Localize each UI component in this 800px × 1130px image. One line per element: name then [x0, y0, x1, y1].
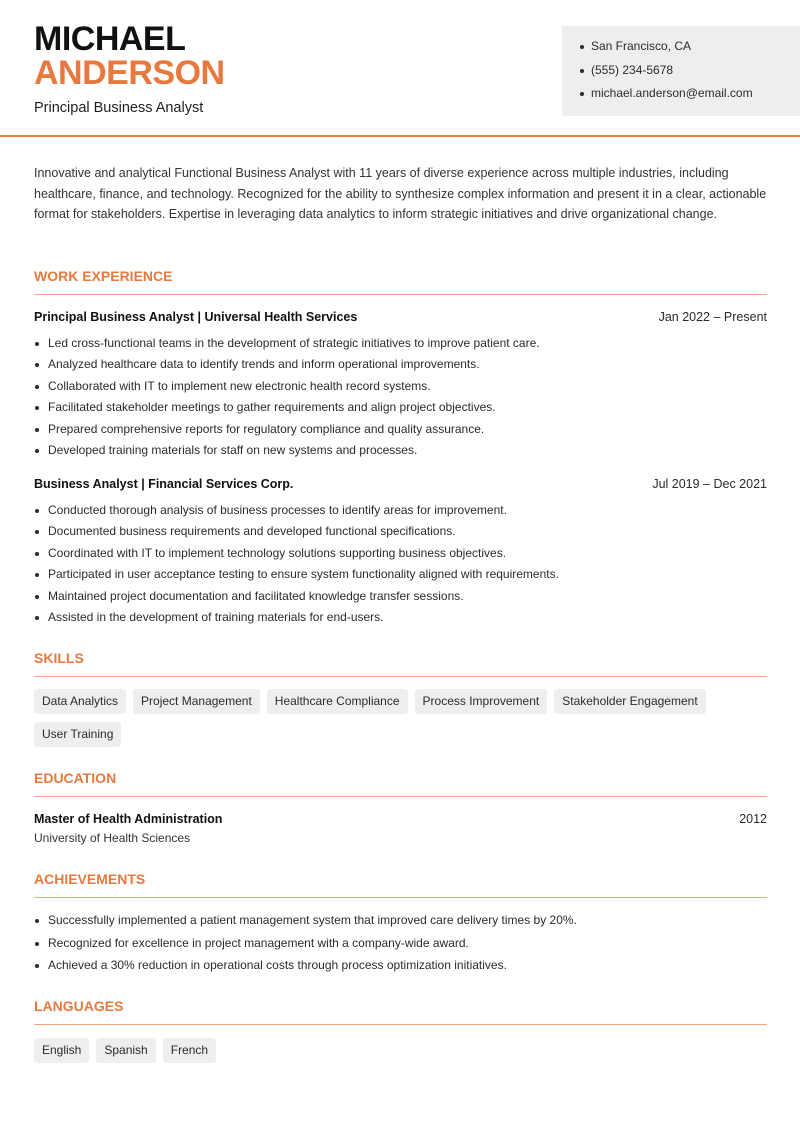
bullet-text: Collaborated with IT to implement new electronic health record systems.: [48, 378, 431, 393]
bullet-icon: [580, 69, 584, 73]
bullet-icon: [35, 406, 39, 410]
bullet-text: Recognized for excellence in project management with a company-wide award.: [48, 935, 469, 950]
skill-tag: Stakeholder Engagement: [554, 689, 705, 714]
bullet-text: Led cross-functional teams in the development of strategic initiatives to improve patient care.: [48, 336, 540, 350]
list-item: [34, 546, 767, 567]
list-item: [34, 443, 767, 464]
language-tag: Spanish: [96, 1038, 155, 1063]
job-dates: Jul 2019 – Dec 2021: [652, 477, 767, 491]
bullet-icon: [35, 363, 39, 367]
list-item: [34, 589, 767, 610]
section-title-education: EDUCATION: [34, 770, 767, 797]
bullet-icon: [35, 428, 39, 432]
job-role: Principal Business Analyst | Universal Health Services: [34, 310, 358, 324]
job-header: [34, 310, 767, 324]
bullet-text: Assisted in the development of training materials for end-users.: [48, 609, 384, 624]
job-bullets: [34, 336, 767, 464]
bullet-text: Conducted thorough analysis of business processes to identify areas for improvement.: [48, 503, 507, 517]
bullet-icon: [35, 342, 39, 346]
graduation-year: 2012: [739, 812, 767, 826]
bullet-icon: [35, 942, 39, 946]
language-tag: English: [34, 1038, 89, 1063]
bullet-icon: [35, 573, 39, 577]
skill-tag: User Training: [34, 722, 121, 747]
list-item: [34, 503, 767, 524]
job-header: [34, 477, 767, 491]
bullet-icon: [35, 595, 39, 599]
skill-tag: Data Analytics: [34, 689, 126, 714]
bullet-text: Prepared comprehensive reports for regulatory compliance and quality assurance.: [48, 421, 485, 436]
bullet-icon: [35, 509, 39, 513]
bullet-icon: [35, 964, 39, 968]
job-title: Principal Business Analyst: [34, 100, 204, 116]
contact-location: [580, 39, 800, 63]
bullet-text: Achieved a 30% reduction in operational costs through process optimization initiatives.: [48, 958, 507, 972]
bullet-text: Participated in user acceptance testing to ensure system functionality aligned with requirements.: [48, 567, 559, 582]
bullet-icon: [35, 919, 39, 923]
skill-tag: Process Improvement: [415, 689, 548, 714]
bullet-icon: [35, 552, 39, 556]
list-item: [34, 936, 767, 959]
list-item: [34, 567, 767, 588]
list-item: [34, 357, 767, 378]
bullet-text: Facilitated stakeholder meetings to gather requirements and align project objectives.: [48, 400, 496, 415]
languages-list: [34, 1038, 767, 1063]
bullet-icon: [35, 530, 39, 534]
skill-tag: Healthcare Compliance: [267, 689, 408, 714]
school-name: University of Health Sciences: [34, 831, 191, 845]
section-title-achievements: ACHIEVEMENTS: [34, 871, 767, 898]
phone-text: (555) 234-5678: [591, 62, 674, 77]
section-title-work-experience: WORK EXPERIENCE: [34, 268, 767, 295]
professional-summary: Innovative and analytical Functional Business Analyst with 11 years of diverse experience across multiple industries, including healthcare, finance, and technology. Recognized for the ability to synthesize complex information and present it in a clear, actionable format for stakeholders. Expertise in leveraging data analytics to inform strategic initiatives and drive organizational change.: [34, 166, 767, 221]
bullet-text: Analyzed healthcare data to identify trends and inform operational improvements.: [48, 357, 480, 372]
bullet-icon: [35, 385, 39, 389]
list-item: [34, 336, 767, 357]
first-name: MICHAEL: [34, 20, 186, 58]
resume-header: [0, 0, 800, 137]
degree: Master of Health Administration: [34, 812, 223, 826]
job-dates: Jan 2022 – Present: [658, 310, 767, 324]
last-name: ANDERSON: [34, 54, 225, 92]
skill-tag: Project Management: [133, 689, 260, 714]
location-text: San Francisco, CA: [591, 39, 692, 53]
section-title-skills: SKILLS: [34, 650, 767, 677]
list-item: [34, 422, 767, 443]
bullet-text: Maintained project documentation and facilitated knowledge transfer sessions.: [48, 588, 464, 603]
contact-email: [580, 86, 800, 110]
bullet-icon: [35, 449, 39, 453]
bullet-icon: [580, 92, 584, 96]
job-role: Business Analyst | Financial Services Corp.: [34, 477, 294, 491]
bullet-icon: [580, 45, 584, 49]
bullet-text: Documented business requirements and developed functional specifications.: [48, 524, 456, 539]
contact-phone: [580, 63, 800, 87]
contact-box: [562, 26, 800, 116]
email-text: michael.anderson@email.com: [591, 86, 753, 100]
list-item: [34, 400, 767, 421]
bullet-text: Coordinated with IT to implement technology solutions supporting business objectives.: [48, 545, 507, 560]
skills-list: [34, 689, 767, 747]
list-item: [34, 610, 767, 631]
bullet-text: Developed training materials for staff on new systems and processes.: [48, 442, 418, 457]
list-item: [34, 958, 767, 981]
section-title-languages: LANGUAGES: [34, 998, 767, 1025]
bullet-text: Successfully implemented a patient management system that improved care delivery times by 20%.: [48, 913, 577, 927]
list-item: [34, 913, 767, 936]
bullet-icon: [35, 616, 39, 620]
education-header: [34, 812, 767, 826]
language-tag: French: [163, 1038, 216, 1063]
achievements-list: [34, 913, 767, 981]
list-item: [34, 379, 767, 400]
list-item: [34, 524, 767, 545]
job-bullets: [34, 503, 767, 631]
candidate-name: [34, 22, 225, 90]
